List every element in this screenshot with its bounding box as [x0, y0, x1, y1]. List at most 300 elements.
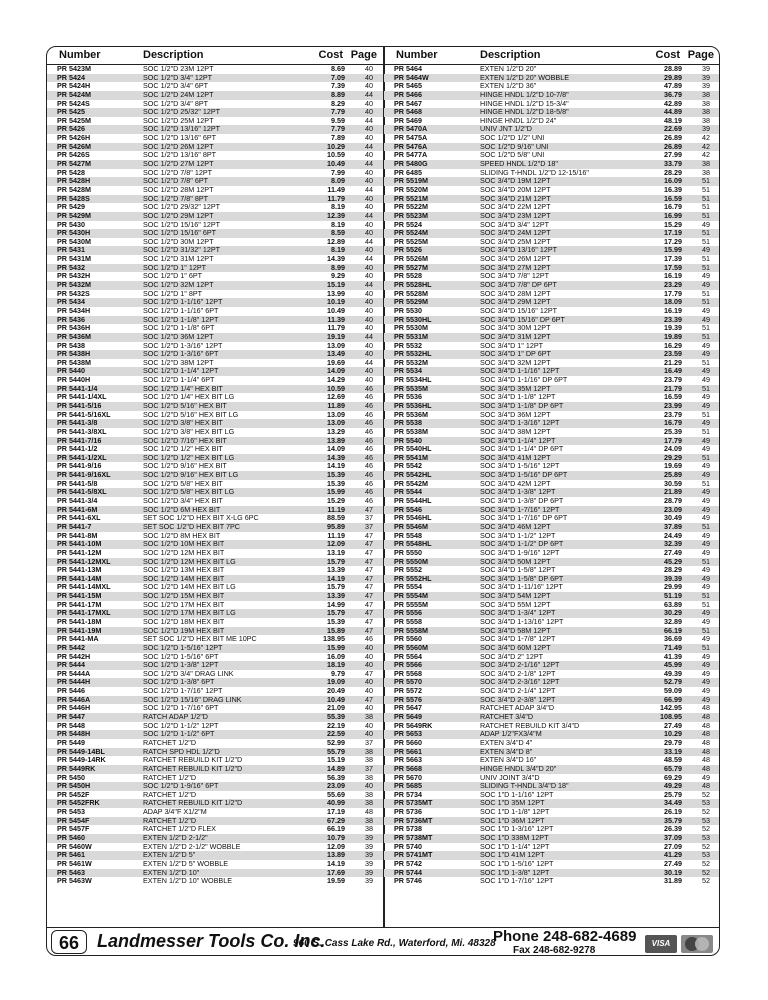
item-number: PR 5432S	[57, 289, 90, 298]
item-description: SOC 3/4"D 2-3/8" 12PT	[480, 695, 556, 704]
item-page: 53	[702, 815, 710, 825]
item-cost: 71.49	[664, 642, 682, 652]
item-cost: 10.49	[327, 159, 345, 169]
item-number: PR 5735MT	[394, 799, 433, 808]
item-cost: 33.79	[664, 159, 682, 169]
item-number: PR 5465	[394, 82, 422, 91]
item-description: SOC 1/2"D 1-9/16" 6PT	[143, 782, 219, 791]
item-number: PR 5448H	[57, 730, 91, 739]
item-description: RATCH ADAP 1/2"D	[143, 713, 208, 722]
item-description: SOC 1/2"D 1-3/16" 6PT	[143, 350, 219, 359]
item-number: PR 5446	[57, 687, 85, 696]
fax-number: Fax 248-682-9278	[513, 945, 596, 956]
item-cost: 48.19	[664, 115, 682, 125]
item-description: SOC 1"D 1-1/16" 12PT	[480, 790, 554, 799]
item-number: PR 5741MT	[394, 851, 433, 860]
item-description: SOC 1/2"D 12M HEX BIT LG	[143, 557, 236, 566]
item-number: PR 5558M	[394, 626, 428, 635]
item-number: PR 5449RK	[57, 764, 96, 773]
item-description: SOC 1/2"D 1-3/8" 12PT	[143, 661, 219, 670]
item-number: PR 5540HL	[394, 445, 432, 454]
item-number: PR 5520M	[394, 185, 428, 194]
item-number: PR 5436H	[57, 324, 91, 333]
item-page: 52	[702, 824, 710, 834]
item-cost: 13.09	[327, 418, 345, 428]
item-description: SOC 1/2"D 3/8" HEX BIT	[143, 419, 223, 428]
item-cost: 26.89	[664, 141, 682, 151]
item-cost: 51.19	[664, 591, 682, 601]
item-cost: 19.69	[664, 461, 682, 471]
item-number: PR 5570	[394, 678, 422, 687]
item-description: EXTEN 1/2"D 5"	[143, 851, 196, 860]
item-number: PR 5546	[394, 505, 422, 514]
item-number: PR 5536HL	[394, 401, 432, 410]
item-cost: 55.69	[327, 789, 345, 799]
item-page: 49	[702, 461, 710, 471]
item-page: 51	[702, 210, 710, 220]
item-number: PR 5426	[57, 125, 85, 134]
item-page: 44	[365, 236, 373, 246]
item-page: 39	[702, 72, 710, 82]
item-cost: 21.09	[327, 703, 345, 713]
item-description: SOC 1"D 1-1/4" 12PT	[480, 842, 550, 851]
item-number: PR 5444A	[57, 669, 91, 678]
item-description: SOC 1/2"D 5/8" UNI	[480, 151, 545, 160]
item-number: PR 5528M	[394, 289, 428, 298]
item-description: SOC 3/4"D 1-9/16" 12PT	[480, 548, 560, 557]
item-description: HINGE HNDL 1/2"D 15-3/4"	[480, 99, 569, 108]
item-number: PR 5526M	[394, 255, 428, 264]
item-description: SOC 3/4"D 50M 12PT	[480, 557, 551, 566]
item-number: PR 5746	[394, 877, 422, 886]
item-description: SOC 3/4"D 1-3/8" 12PT	[480, 488, 556, 497]
item-cost: 25.89	[664, 470, 682, 480]
item-page: 49	[702, 418, 710, 428]
item-description: SOC 3/4"D 7/8" 12PT	[480, 272, 550, 281]
item-page: 40	[365, 729, 373, 739]
item-cost: 59.09	[664, 686, 682, 696]
item-page: 49	[702, 496, 710, 506]
item-description: SOC 3/4"D 60M 12PT	[480, 643, 551, 652]
item-number: PR 5442H	[57, 652, 91, 661]
item-number: PR 5528HL	[394, 281, 432, 290]
item-cost: 23.79	[664, 409, 682, 419]
item-cost: 21.79	[664, 383, 682, 393]
item-page: 47	[365, 599, 373, 609]
item-page: 49	[702, 340, 710, 350]
item-page: 47	[365, 530, 373, 540]
item-description: SOC 3/4"D 13/16" 12PT	[480, 246, 558, 255]
item-page: 47	[365, 694, 373, 704]
item-page: 49	[702, 565, 710, 575]
item-description: SOC 1/2"D 14M HEX BIT LG	[143, 583, 236, 592]
right-column	[384, 47, 720, 927]
item-cost: 17.19	[664, 228, 682, 238]
item-description: SOC 3/4"D 1-7/16" DP 6PT	[480, 514, 568, 523]
item-number: PR 5440	[57, 367, 85, 376]
item-cost: 16.99	[664, 210, 682, 220]
item-cost: 18.19	[327, 660, 345, 670]
item-page: 51	[702, 202, 710, 212]
item-page: 49	[702, 530, 710, 540]
item-number: PR 5441-5/8XL	[57, 488, 107, 497]
item-cost: 15.79	[327, 582, 345, 592]
item-number: PR 5441-5/16	[57, 401, 102, 410]
item-number: PR 5449-14RK	[57, 756, 106, 765]
item-cost: 21.29	[664, 357, 682, 367]
item-description: SOC 1/2"D 32M 12PT	[143, 281, 214, 290]
item-description: SOC 3/4"D 23M 12PT	[480, 211, 551, 220]
item-page: 39	[702, 81, 710, 91]
item-description: SET SOC 1/2"D HEX BIT 7PC	[143, 522, 240, 531]
left-table-body	[47, 65, 383, 886]
item-cost: 31.89	[664, 876, 682, 886]
item-cost: 7.79	[331, 107, 345, 117]
item-page: 44	[365, 357, 373, 367]
item-cost: 23.09	[327, 781, 345, 791]
item-description: RATCHET 1/2"D	[143, 816, 197, 825]
item-description: SOC 3/4"D 19M 12PT	[480, 177, 551, 186]
item-description: RATCHET 1/2"D	[143, 790, 197, 799]
item-page: 38	[365, 789, 373, 799]
item-cost: 7.99	[331, 167, 345, 177]
item-number: PR 5444H	[57, 678, 91, 687]
item-cost: 16.19	[664, 271, 682, 281]
item-number: PR 5426H	[57, 134, 91, 143]
item-page: 40	[365, 72, 373, 82]
item-description: SOC 3/4"D 1-3/16" 12PT	[480, 419, 560, 428]
item-number: PR 5519M	[394, 177, 428, 186]
item-number: PR 5441-13M	[57, 566, 102, 575]
item-number: PR 5468	[394, 108, 422, 117]
item-number: PR 5460	[57, 834, 85, 843]
item-page: 40	[365, 288, 373, 298]
company-address: 960 S. Cass Lake Rd., Waterford, Mi. 48328	[293, 938, 496, 949]
item-page: 51	[702, 599, 710, 609]
item-number: PR 5477A	[394, 151, 428, 160]
item-number: PR 5463W	[57, 877, 92, 886]
item-number: PR 5441-9/16XL	[57, 471, 111, 480]
header-description: Description	[480, 49, 541, 61]
item-number: PR 5531M	[394, 332, 428, 341]
item-cost: 65.79	[664, 763, 682, 773]
item-number: PR 5528	[394, 272, 422, 281]
item-cost: 8.29	[331, 98, 345, 108]
item-cost: 17.69	[327, 867, 345, 877]
item-description: ADAP 1/2"FX3/4"M	[480, 730, 542, 739]
item-number: PR 5530	[394, 306, 422, 315]
item-cost: 7.79	[331, 124, 345, 134]
item-description: SOC 3/4"D 1-1/16" 12PT	[480, 367, 560, 376]
item-cost: 16.79	[664, 418, 682, 428]
item-description: SOC 1/2"D 7/8" 8PT	[143, 194, 209, 203]
item-number: PR 5550	[394, 548, 422, 557]
item-page: 46	[365, 409, 373, 419]
item-cost: 66.19	[664, 625, 682, 635]
item-cost: 11.89	[327, 400, 345, 410]
item-page: 49	[702, 305, 710, 315]
item-number: PR 5461W	[57, 859, 92, 868]
item-cost: 23.39	[664, 314, 682, 324]
item-description: SOC 1/2"D 1" 12PT	[143, 263, 207, 272]
item-number: PR 5535M	[394, 384, 428, 393]
item-description: SOC 3/4"D 28M 12PT	[480, 289, 551, 298]
item-description: SOC 3/4"D 54M 12PT	[480, 592, 551, 601]
item-cost: 27.99	[664, 150, 682, 160]
item-page: 47	[365, 668, 373, 678]
item-description: SOC 3/4"D 24M 12PT	[480, 229, 551, 238]
item-description: SOC 1/2"D 26M 12PT	[143, 142, 214, 151]
item-description: SOC 3/4"D 1-11/16" 12PT	[480, 583, 563, 592]
item-cost: 14.09	[327, 444, 345, 454]
item-cost: 36.79	[664, 89, 682, 99]
item-number: PR 5534HL	[394, 376, 432, 385]
item-number: PR 5427M	[57, 160, 91, 169]
right-header-row	[384, 47, 720, 65]
item-cost: 8.59	[331, 228, 345, 238]
item-page: 51	[702, 323, 710, 333]
right-table-body	[384, 65, 720, 886]
item-description: SOC 1"D 1-5/16" 12PT	[480, 859, 554, 868]
item-number: PR 5521M	[394, 194, 428, 203]
item-number: PR 5685	[394, 782, 422, 791]
item-cost: 26.39	[664, 824, 682, 834]
item-page: 40	[365, 124, 373, 134]
item-description: SOC 1/2"D 8M HEX BIT	[143, 531, 221, 540]
item-page: 51	[702, 521, 710, 531]
item-cost: 12.89	[327, 236, 345, 246]
item-description: SOC 3/4"D 2" 12PT	[480, 652, 544, 661]
item-description: EXTEN 3/4"D 16"	[480, 756, 537, 765]
item-number: PR 5446A	[57, 695, 91, 704]
item-cost: 13.19	[327, 547, 345, 557]
item-page: 51	[702, 591, 710, 601]
item-number: PR 5425M	[57, 116, 91, 125]
item-description: SPEED HNDL 1/2"D 18"	[480, 160, 558, 169]
item-page: 48	[702, 763, 710, 773]
item-number: PR 5550M	[394, 557, 428, 566]
item-cost: 8.19	[331, 202, 345, 212]
item-description: SOC 1/2"D 13/16" 6PT	[143, 134, 217, 143]
item-number: PR 5441-18M	[57, 618, 102, 626]
item-description: SOC 3/4"D 1-5/8" DP 6PT	[480, 574, 564, 583]
item-number: PR 5441-5/16XL	[57, 410, 111, 419]
item-page: 47	[365, 582, 373, 592]
item-cost: 67.29	[327, 815, 345, 825]
item-number: PR 5452FRK	[57, 799, 100, 808]
item-page: 39	[365, 841, 373, 851]
item-cost: 7.89	[331, 133, 345, 143]
item-number: PR 5449-14BL	[57, 747, 105, 756]
item-description: SOC 1"D 1-3/16" 12PT	[480, 825, 554, 834]
item-cost: 15.79	[327, 556, 345, 566]
item-description: SOC 1/2"D 1-7/16" 6PT	[143, 704, 219, 713]
item-cost: 14.99	[327, 599, 345, 609]
item-number: PR 5463	[57, 868, 85, 877]
item-description: SOC 3/4"D 1-1/8" DP 6PT	[480, 401, 564, 410]
item-cost: 15.99	[327, 487, 345, 497]
left-header-row	[47, 47, 383, 65]
item-description: SOC 3/4"D 22M 12PT	[480, 203, 551, 212]
item-page: 47	[365, 565, 373, 575]
item-number: PR 5444	[57, 661, 85, 670]
item-number: PR 5428M	[57, 185, 91, 194]
item-cost: 22.69	[664, 124, 682, 134]
item-description: SOC 1/2"D 31/32" 12PT	[143, 246, 221, 255]
item-cost: 19.59	[327, 876, 345, 886]
item-cost: 15.89	[327, 625, 345, 635]
item-page: 37	[365, 763, 373, 773]
item-cost: 45.99	[664, 660, 682, 670]
item-page: 48	[702, 703, 710, 713]
item-description: SOC 1/2"D 19M HEX BIT	[143, 626, 225, 635]
item-page: 53	[702, 798, 710, 808]
item-description: SOC 3/4"D 58M 12PT	[480, 626, 551, 635]
item-number: PR 5480G	[394, 160, 428, 169]
item-page: 53	[702, 850, 710, 860]
item-number: PR 5434	[57, 298, 85, 307]
item-number: PR 5649	[394, 713, 422, 722]
item-description: SOC 1/2"D 5/16" HEX BIT	[143, 401, 227, 410]
item-cost: 16.79	[664, 202, 682, 212]
item-page: 40	[365, 297, 373, 307]
item-description: EXTEN 1/2"D 20"	[480, 65, 537, 73]
item-page: 51	[702, 236, 710, 246]
item-number: PR 5441-3/8	[57, 419, 98, 428]
item-cost: 19.09	[327, 677, 345, 687]
item-cost: 10.29	[327, 141, 345, 151]
item-page: 38	[365, 815, 373, 825]
item-page: 52	[702, 858, 710, 868]
item-page: 44	[365, 210, 373, 220]
item-description: SLIDING T-HNDL 1/2"D 12-15/16"	[480, 168, 589, 177]
item-description: SOC 1/2"D 9/16" UNI	[480, 142, 549, 151]
item-number: PR 5429M	[57, 211, 91, 220]
item-number: PR 5431	[57, 246, 85, 255]
item-description: SOC 1/2"D 1-7/16" 12PT	[143, 687, 223, 696]
item-number: PR 5538M	[394, 427, 428, 436]
item-description: SOC 3/4"D 1-1/2" 12PT	[480, 531, 556, 540]
item-cost: 8.19	[331, 219, 345, 229]
item-cost: 16.59	[664, 392, 682, 402]
item-number: PR 5441-15M	[57, 592, 102, 601]
item-description: SOC 3/4"D 42M 12PT	[480, 479, 551, 488]
item-page: 49	[702, 392, 710, 402]
item-cost: 20.49	[327, 686, 345, 696]
item-cost: 16.09	[664, 176, 682, 186]
item-number: PR 5647	[394, 704, 422, 713]
item-page: 40	[365, 150, 373, 160]
item-cost: 13.09	[327, 409, 345, 419]
header-number: Number	[396, 49, 438, 61]
item-number: PR 5457F	[57, 825, 90, 834]
item-cost: 10.59	[327, 150, 345, 160]
item-description: SOC 1/2"D 3/4" HEX BIT	[143, 497, 223, 506]
item-page: 44	[365, 254, 373, 264]
item-cost: 25.39	[664, 426, 682, 436]
item-cost: 24.49	[664, 530, 682, 540]
item-description: SOC 3/4"D 25M 12PT	[480, 237, 551, 246]
item-description: SOC 3/4"D 2-1/8" 12PT	[480, 669, 556, 678]
item-number: PR 5736MT	[394, 816, 433, 825]
item-description: SOC 3/4"D 20M 12PT	[480, 185, 551, 194]
item-description: UNIV JNT 1/2"D	[480, 125, 532, 134]
item-cost: 9.79	[331, 668, 345, 678]
item-number: PR 5441-8M	[57, 531, 98, 540]
item-cost: 66.19	[327, 824, 345, 834]
item-page: 42	[702, 133, 710, 143]
item-page: 39	[365, 876, 373, 886]
item-cost: 13.89	[327, 435, 345, 445]
item-number: PR 5548HL	[394, 540, 432, 549]
item-page: 40	[365, 133, 373, 143]
item-page: 49	[702, 245, 710, 255]
item-page: 49	[702, 513, 710, 523]
item-number: PR 5560M	[394, 643, 428, 652]
item-page: 49	[702, 634, 710, 644]
item-cost: 39.39	[664, 573, 682, 583]
item-description: SOC 1/2"D 1/2" HEX BIT	[143, 445, 223, 454]
item-page: 47	[365, 617, 373, 626]
item-cost: 49.29	[664, 781, 682, 791]
item-cost: 30.59	[664, 478, 682, 488]
catalog-sheet	[46, 46, 720, 956]
item-cost: 28.29	[664, 167, 682, 177]
item-description: SOC 3/4"D 1-5/16" 12PT	[480, 462, 560, 471]
item-page: 49	[702, 435, 710, 445]
item-description: EXTEN 1/2"D 2-1/2" WOBBLE	[143, 842, 241, 851]
item-number: PR 5438H	[57, 350, 91, 359]
item-page: 44	[365, 115, 373, 125]
item-number: PR 5738	[394, 825, 422, 834]
item-description: SOC 1/2"D 36M 12PT	[143, 332, 214, 341]
item-page: 49	[702, 617, 710, 626]
item-cost: 8.19	[331, 245, 345, 255]
item-number: PR 5532	[394, 341, 422, 350]
item-page: 46	[365, 383, 373, 393]
item-page: 47	[365, 625, 373, 635]
item-cost: 19.89	[664, 331, 682, 341]
item-number: PR 5441-1/4XL	[57, 393, 107, 402]
item-description: SOC 1/2"D 6M HEX BIT	[143, 505, 221, 514]
item-description: SOC 3/4"D 1" 12PT	[480, 341, 544, 350]
item-page: 51	[702, 297, 710, 307]
item-page: 48	[702, 755, 710, 765]
item-cost: 52.99	[327, 737, 345, 747]
item-cost: 7.09	[331, 72, 345, 82]
left-column	[47, 47, 383, 927]
item-description: HINGE HNDL 3/4"D 20"	[480, 764, 557, 773]
item-cost: 13.39	[327, 591, 345, 601]
item-cost: 40.99	[327, 798, 345, 808]
item-page: 39	[365, 833, 373, 843]
item-page: 46	[365, 392, 373, 402]
item-cost: 32.89	[664, 617, 682, 626]
item-number: PR 5431M	[57, 255, 91, 264]
item-cost: 19.19	[327, 331, 345, 341]
item-number: PR 5452F	[57, 790, 90, 799]
item-number: PR 5524M	[394, 229, 428, 238]
item-description: SOC 1/2"D 18M HEX BIT	[143, 618, 225, 626]
item-page: 40	[365, 314, 373, 324]
item-page: 49	[702, 271, 710, 281]
item-page: 38	[365, 712, 373, 722]
item-cost: 36.69	[664, 634, 682, 644]
item-description: SOC 1"D 1-1/8" 12PT	[480, 808, 550, 817]
item-description: SOC 1/2"D 1/4" HEX BIT	[143, 384, 223, 393]
item-cost: 8.09	[331, 176, 345, 186]
item-description: SOC 1/2"D 17M HEX BIT	[143, 600, 225, 609]
